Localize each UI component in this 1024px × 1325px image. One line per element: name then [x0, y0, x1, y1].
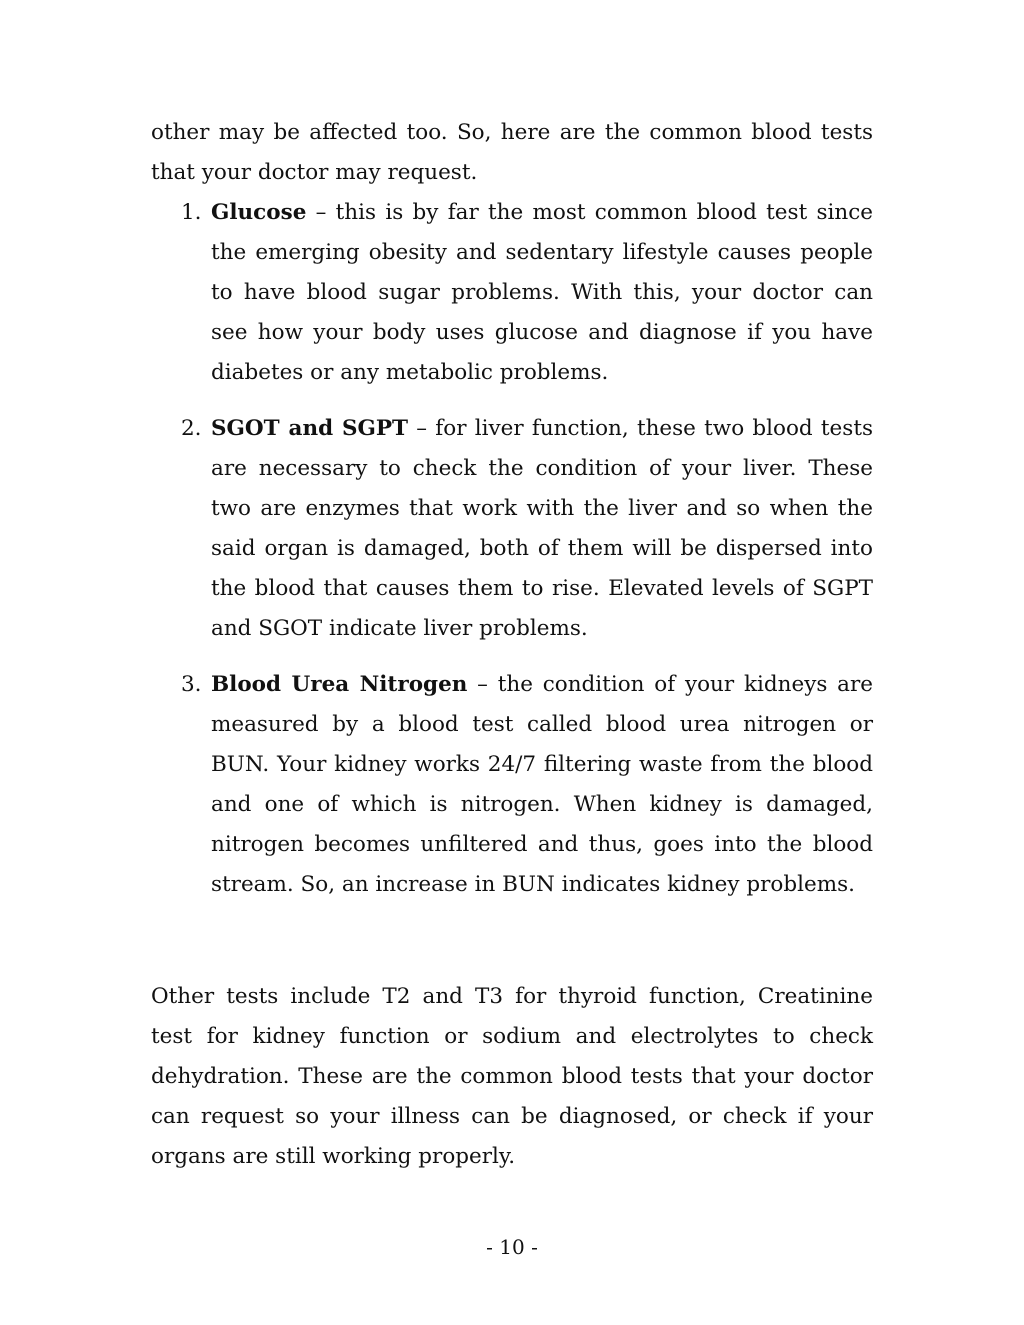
list-item-term: SGOT and SGPT: [211, 416, 409, 441]
list-item-description: – this is by far the most common blood test since the emerging obesity and sedentary lifestyle causes people to have blood sugar problems. With this, your doctor can see how your body uses glucose and diagnose if you have diabetes or any metabolic problems.: [211, 200, 873, 385]
intro-paragraph: other may be affected too. So, here are the common blood tests that your doctor may request.: [151, 120, 873, 185]
list-item-description: – the condition of your kidneys are measured by a blood test called blood urea nitrogen or BUN. Your kidney works 24/7 filtering waste from the blood and one of which is nitrogen. When kidney is damaged, nitrogen becomes unfiltered and thus, goes into the blood stream. So, an increase in BUN indicates kidney problems.: [211, 672, 873, 897]
list-item-sgot-sgpt: [151, 409, 873, 649]
page-body: [151, 113, 873, 1177]
list-item-number: 1.: [181, 200, 202, 225]
page-number: - 10 -: [486, 1235, 538, 1259]
list-item-description: – for liver function, these two blood tests are necessary to check the condition of your liver. These two are enzymes that work with the liver and so when the said organ is damaged, both of them will be dispersed into the blood that causes them to rise. Elevated levels of SGPT and SGOT indicate liver problems.: [211, 416, 873, 641]
list-item-number: 3.: [181, 672, 202, 697]
list-item-number: 2.: [181, 416, 202, 441]
blood-tests-list: [151, 193, 873, 905]
list-item-bun: [151, 665, 873, 905]
list-item-glucose: [151, 193, 873, 393]
closing-paragraph: Other tests include T2 and T3 for thyroid function, Creatinine test for kidney function or sodium and electrolytes to check dehydration. These are the common blood tests that your doctor can request so your illness can be diagnosed, or check if your organs are still working properly.: [151, 984, 873, 1169]
list-item-term: Blood Urea Nitrogen: [211, 672, 468, 697]
list-item-term: Glucose: [211, 200, 307, 225]
